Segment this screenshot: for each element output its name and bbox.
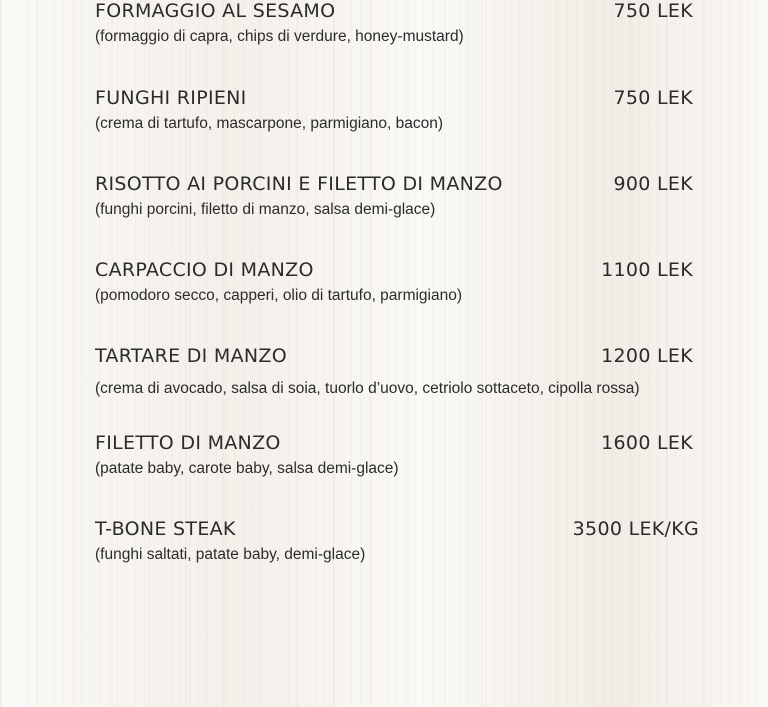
- item-description: (patate baby, carote baby, salsa demi-glace): [95, 460, 399, 477]
- item-price: 3500 LEK/KG: [572, 518, 699, 540]
- item-price: 900 LEK: [613, 173, 693, 195]
- item-price: 1200 LEK: [601, 345, 693, 367]
- item-name: T-BONE STEAK: [95, 518, 236, 540]
- item-name: FUNGHI RIPIENI: [95, 87, 247, 109]
- item-name: TARTARE DI MANZO: [95, 345, 287, 367]
- item-price: 1600 LEK: [601, 432, 693, 454]
- item-price: 750 LEK: [613, 0, 693, 22]
- item-name: RISOTTO AI PORCINI E FILETTO DI MANZO: [95, 173, 503, 195]
- item-price: 750 LEK: [613, 87, 693, 109]
- item-name: CARPACCIO DI MANZO: [95, 259, 314, 281]
- item-price: 1100 LEK: [601, 259, 693, 281]
- item-name: FORMAGGIO AL SESAMO: [95, 0, 336, 22]
- item-description: (funghi saltati, patate baby, demi-glace): [95, 546, 366, 563]
- item-description: (crema di tartufo, mascarpone, parmigiano, bacon): [95, 115, 444, 132]
- item-description: (formaggio di capra, chips di verdure, honey-mustard): [95, 28, 464, 45]
- item-description: (crema di avocado, salsa di soia, tuorlo d’uovo, cetriolo sottaceto, cipolla rossa): [95, 380, 640, 397]
- item-description: (pomodoro secco, capperi, olio di tartufo, parmigiano): [95, 287, 463, 304]
- item-description: (funghi porcini, filetto di manzo, salsa demi-glace): [95, 201, 436, 218]
- item-name: FILETTO DI MANZO: [95, 432, 281, 454]
